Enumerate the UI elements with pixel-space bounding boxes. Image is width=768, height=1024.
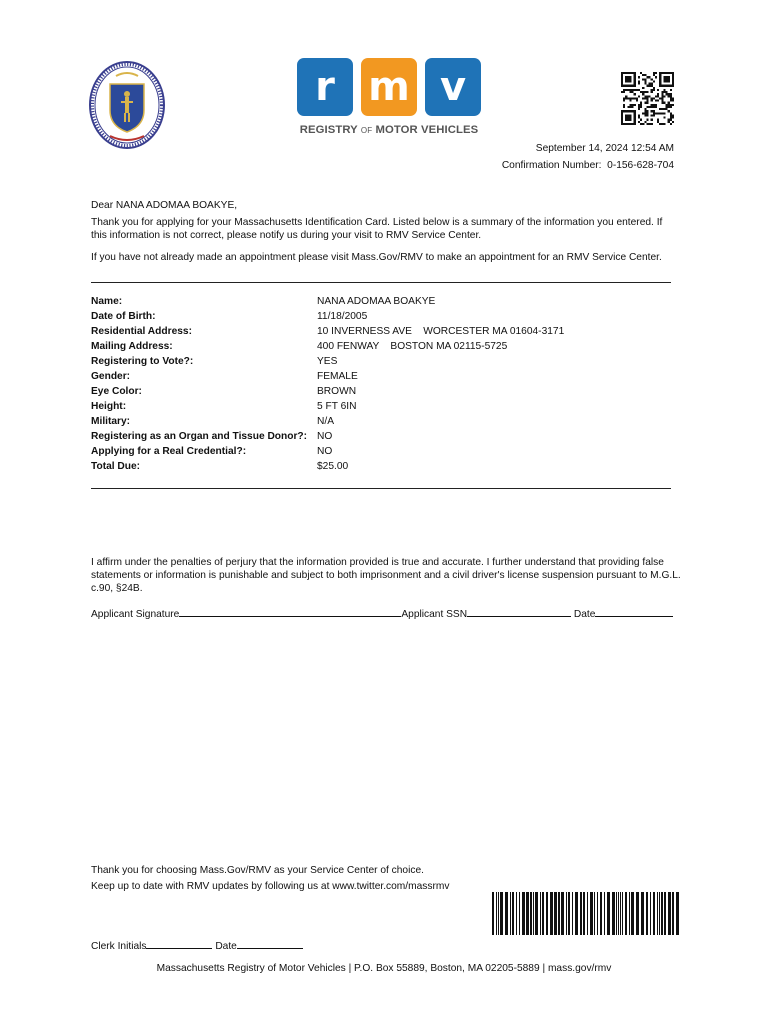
summary-row xyxy=(91,310,681,325)
divider-bottom xyxy=(91,488,671,489)
summary-value: YES xyxy=(317,356,338,367)
clerk-initials-field[interactable] xyxy=(146,938,212,949)
summary-value: 400 FENWAY BOSTON MA 02115-5725 xyxy=(317,341,508,352)
rmv-logo-m-tile: m xyxy=(361,58,417,116)
intro-paragraph: Thank you for applying for your Massachusetts Identification Card. Listed below is a summary of the information you entered. If this information is not correct, please notify us during your visit to RMV Service Center. xyxy=(91,217,663,241)
page-footer: Massachusetts Registry of Motor Vehicles | P.O. Box 55889, Boston, MA 02205-5889 | mass.gov/rmv xyxy=(156,963,612,974)
massachusetts-seal xyxy=(88,60,166,150)
summary-label: Date of Birth: xyxy=(91,311,156,322)
summary-label: Military: xyxy=(91,416,131,427)
summary-label: Registering as an Organ and Tissue Donor?: xyxy=(91,431,308,442)
summary-row xyxy=(91,340,681,355)
confirmation-label: Confirmation Number: xyxy=(501,160,602,171)
logo-sub-left: REGISTRY xyxy=(299,124,358,136)
summary-value: N/A xyxy=(317,416,334,427)
signature-date-field[interactable] xyxy=(595,606,673,617)
rmv-logo-v-tile: v xyxy=(425,58,481,116)
confirmation-number: 0-156-628-704 xyxy=(607,160,674,171)
summary-value: $25.00 xyxy=(317,461,349,472)
summary-value: NANA ADOMAA BOAKYE xyxy=(317,296,436,307)
rmv-logo-r-tile: r xyxy=(297,58,353,116)
summary-value: NO xyxy=(317,431,333,442)
summary-row xyxy=(91,460,681,475)
summary-label: Registering to Vote?: xyxy=(91,356,194,367)
applicant-ssn-label: Applicant SSN xyxy=(401,609,468,620)
summary-label: Mailing Address: xyxy=(91,341,173,352)
qr-code-icon xyxy=(621,72,674,125)
summary-row xyxy=(91,295,681,310)
affirmation-paragraph: I affirm under the penalties of perjury that the information provided is true and accurate. I further understand that providing false statements or information is punishable and subject to both imprisonment and a civil driver's license suspension pursuant to M.G.L. c.90, §24B. xyxy=(91,557,681,594)
summary-value: 10 INVERNESS AVE WORCESTER MA 01604-3171 xyxy=(317,326,565,337)
rmv-logo-subtitle xyxy=(297,124,481,136)
rmv-logo xyxy=(297,58,481,140)
signature-line xyxy=(91,606,673,621)
appointment-paragraph: If you have not already made an appointment please visit Mass.Gov/RMV to make an appointment for an RMV Service Center. xyxy=(91,252,662,263)
summary-row xyxy=(91,385,681,400)
summary-row xyxy=(91,355,681,370)
confirmation-line xyxy=(502,159,674,172)
summary-value: BROWN xyxy=(317,386,357,397)
barcode-icon xyxy=(492,892,682,935)
summary-row xyxy=(91,445,681,460)
summary-label: Height: xyxy=(91,401,127,412)
clerk-date-label: Date xyxy=(215,941,237,952)
summary-row xyxy=(91,400,681,415)
summary-row xyxy=(91,430,681,445)
salutation: Dear NANA ADOMAA BOAKYE, xyxy=(91,200,238,211)
summary-label: Applying for a Real Credential?: xyxy=(91,446,247,457)
divider-top xyxy=(91,282,671,283)
document-datetime: September 14, 2024 12:54 AM xyxy=(535,143,674,154)
clerk-initials-label: Clerk Initials xyxy=(91,941,147,952)
applicant-ssn-field[interactable] xyxy=(467,606,571,617)
summary-value: 11/18/2005 xyxy=(317,311,368,322)
clerk-line xyxy=(91,938,303,953)
closing-line-1: Thank you for choosing Mass.Gov/RMV as your Service Center of choice. xyxy=(91,865,424,876)
applicant-signature-label: Applicant Signature xyxy=(91,609,180,620)
summary-value: 5 FT 6IN xyxy=(317,401,357,412)
summary-label: Name: xyxy=(91,296,123,307)
clerk-date-field[interactable] xyxy=(237,938,303,949)
summary-label: Residential Address: xyxy=(91,326,192,337)
logo-sub-right: MOTOR VEHICLES xyxy=(375,124,479,136)
summary-row xyxy=(91,415,681,430)
summary-value: NO xyxy=(317,446,333,457)
logo-sub-of: OF xyxy=(360,126,373,135)
signature-date-label: Date xyxy=(573,609,596,620)
summary-label: Total Due: xyxy=(91,461,141,472)
summary-label: Gender: xyxy=(91,371,131,382)
closing-line-2: Keep up to date with RMV updates by following us at www.twitter.com/massrmv xyxy=(91,881,450,892)
summary-value: FEMALE xyxy=(317,371,358,382)
summary-row xyxy=(91,370,681,385)
summary-label: Eye Color: xyxy=(91,386,142,397)
summary-row xyxy=(91,325,681,340)
applicant-signature-field[interactable] xyxy=(179,606,401,617)
